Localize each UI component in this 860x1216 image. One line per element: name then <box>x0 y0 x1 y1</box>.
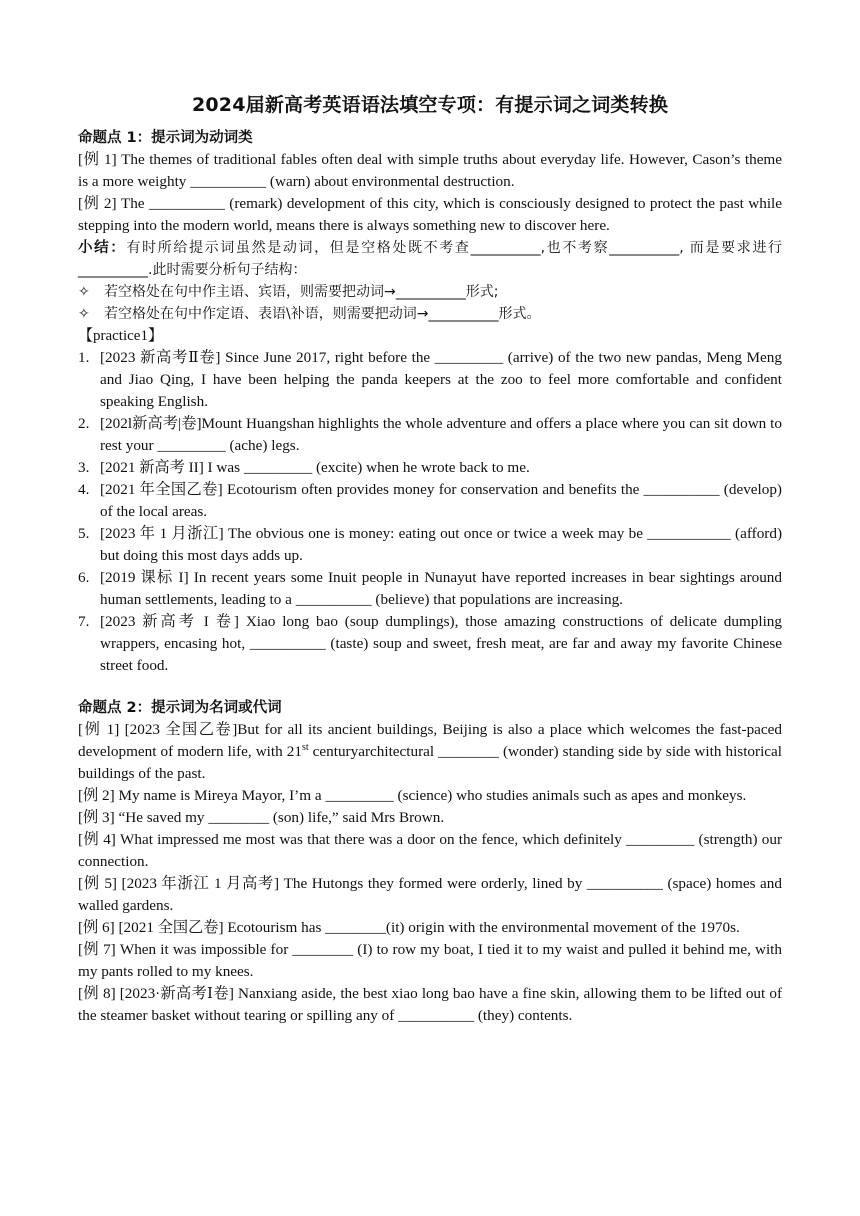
section2-example-1 <box>78 719 782 785</box>
section1-example-2: [例 2] The __________ (remark) development of this city, which is consciously designed to protect the past while stepping into the modern world, means there is always something new to discover here. <box>78 195 782 234</box>
practice-label: 【practice1】 <box>78 328 163 344</box>
section1-example-1: [例 1] The themes of traditional fables often deal with simple truths about everyday life. However, Cason’s theme is a more weighty __________ (warn) about environmental destruction. <box>78 151 782 190</box>
practice-item <box>78 347 782 413</box>
item-number: 3. <box>78 459 90 476</box>
summary-paragraph <box>78 237 782 281</box>
item-text: [2021 年全国乙卷] Ecotourism often provides money for conservation and benefits the __________ (develop) of the local areas. <box>100 481 782 520</box>
item-text: [2023 年 1 月浙江] The obvious one is money: eating out once or twice a week may be ___________ (afford) but doing this most days adds up. <box>100 525 782 564</box>
practice-item <box>78 523 782 567</box>
summary-text: 有时所给提示词虽然是动词，但是空格处既不考查__________,也不考察__________, 而是要求进行__________.此时需要分析句子结构： <box>78 240 782 278</box>
section2-example-7: [例 7] When it was impossible for ________ (I) to row my boat, I tied it to my waist and pulled it behind me, with my pants rolled to my knees. <box>78 941 782 980</box>
practice-list <box>78 347 782 677</box>
section2-example-2: [例 2] My name is Mireya Mayor, I’m a _________ (science) who studies animals such as apes and monkeys. <box>78 787 747 804</box>
worksheet-page <box>78 90 782 1027</box>
item-number: 6. <box>78 569 90 586</box>
item-number: 5. <box>78 525 90 542</box>
rule-text: 若空格处在句中作定语、表语\补语，则需要把动词→__________形式。 <box>104 306 541 322</box>
item-text: [202l新高考|卷]Mount Huangshan highlights the whole adventure and offers a place where you can sit down to rest your _________ (ache) legs. <box>100 415 782 454</box>
practice-item <box>78 457 782 479</box>
item-text: [2019 课标 I] In recent years some Inuit people in Nunayut have reported increases in bear sightings around human settlements, leading to a __________ (believe) that populations are increasing. <box>100 569 782 608</box>
practice-item <box>78 611 782 677</box>
ordinal-suffix: st <box>301 741 309 753</box>
item-number: 1. <box>78 349 90 366</box>
practice-item <box>78 479 782 523</box>
item-text: [2023 新高考Ⅱ卷] Since June 2017, right before the _________ (arrive) of the two new pandas, Meng Meng and Jiao Qing, I have been helping the panda keepers at the zoo to feel more comfortable and confident speaking English. <box>100 349 782 410</box>
example-text: centuryarchitectural ________ (wonder) standing side by side with historical buildings of the past. <box>78 743 782 782</box>
diamond-bullet-icon: ✧ <box>78 306 90 322</box>
section2-example-5: [例 5] [2023 年浙江 1 月高考] The Hutongs they formed were orderly, lined by __________ (space) homes and walled gardens. <box>78 875 782 914</box>
rule-text: 若空格处在句中作主语、宾语，则需要把动词→__________形式; <box>104 284 499 300</box>
rule-bullet-1 <box>78 281 782 303</box>
rule-bullet-2 <box>78 303 782 325</box>
section1-heading: 命题点 1：提示词为动词类 <box>78 130 253 146</box>
item-text: [2021 新高考 II] I was _________ (excite) when he wrote back to me. <box>100 459 530 476</box>
item-text: [2023 新高考 I 卷] Xiao long bao (soup dumplings), those amazing constructions of delicate dumpling wrappers, encasing hot, __________ (taste) soup and sweet, fresh meat, are far and away my favorite Chinese street food. <box>100 613 782 674</box>
section2-example-3: [例 3] “He saved my ________ (son) life,” said Mrs Brown. <box>78 809 445 826</box>
example-text: [例 1] [2023 全国乙卷]But for all its ancient buildings, Beijing is also a place which welcomes the fast-paced development of modern life, with 21 <box>78 721 782 760</box>
diamond-bullet-icon: ✧ <box>78 284 90 300</box>
item-number: 4. <box>78 481 90 498</box>
item-number: 2. <box>78 415 90 432</box>
practice-item <box>78 413 782 457</box>
section2-example-6: [例 6] [2021 全国乙卷] Ecotourism has ________(it) origin with the environmental movement of the 1970s. <box>78 919 740 936</box>
page-title: 2024届新高考英语语法填空专项：有提示词之词类转换 <box>191 94 669 116</box>
section2-example-4: [例 4] What impressed me most was that there was a door on the fence, which definitely _________ (strength) our connection. <box>78 831 782 870</box>
section2-heading: 命题点 2：提示词为名词或代词 <box>78 700 282 716</box>
section-spacer <box>78 677 782 697</box>
summary-label: 小结： <box>78 240 127 256</box>
section2-example-8: [例 8] [2023·新高考Ⅰ卷] Nanxiang aside, the best xiao long bao have a fine skin, allowing them to be lifted out of the steamer basket without tearing or spilling any of __________ (they) contents. <box>78 985 782 1024</box>
practice-item <box>78 567 782 611</box>
item-number: 7. <box>78 613 90 630</box>
